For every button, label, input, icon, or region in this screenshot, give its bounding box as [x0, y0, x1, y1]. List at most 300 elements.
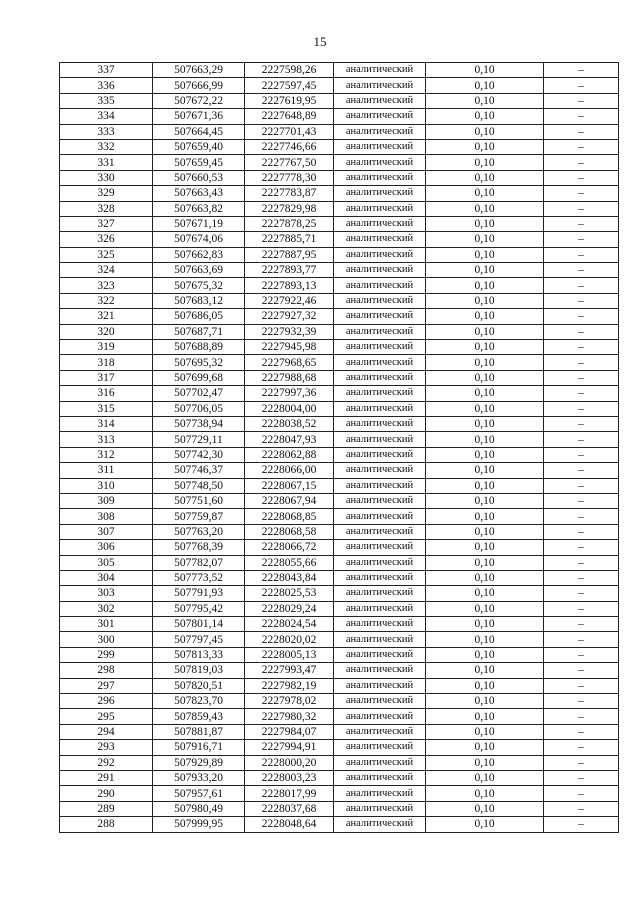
y-coordinate-cell: 2228038,52 — [245, 416, 334, 431]
table-row — [60, 293, 619, 308]
extra-cell: – — [544, 432, 619, 447]
y-coordinate-cell: 2228055,66 — [245, 555, 334, 570]
point-number-cell: 323 — [60, 278, 153, 293]
y-coordinate-cell: 2227887,95 — [245, 247, 334, 262]
y-coordinate-cell: 2228066,72 — [245, 540, 334, 555]
extra-cell: – — [544, 309, 619, 324]
extra-cell: – — [544, 247, 619, 262]
y-coordinate-cell: 2228020,02 — [245, 632, 334, 647]
method-cell: аналитический — [334, 216, 426, 231]
accuracy-cell: 0,10 — [426, 124, 544, 139]
y-coordinate-cell: 2227648,89 — [245, 109, 334, 124]
method-cell: аналитический — [334, 540, 426, 555]
x-coordinate-cell: 507813,33 — [153, 647, 245, 662]
table-row — [60, 401, 619, 416]
method-cell: аналитический — [334, 155, 426, 170]
x-coordinate-cell: 507746,37 — [153, 463, 245, 478]
point-number-cell: 322 — [60, 293, 153, 308]
table-row — [60, 478, 619, 493]
accuracy-cell: 0,10 — [426, 740, 544, 755]
accuracy-cell: 0,10 — [426, 109, 544, 124]
table-row — [60, 278, 619, 293]
accuracy-cell: 0,10 — [426, 755, 544, 770]
table-row — [60, 386, 619, 401]
method-cell: аналитический — [334, 263, 426, 278]
method-cell: аналитический — [334, 678, 426, 693]
y-coordinate-cell: 2228067,94 — [245, 493, 334, 508]
method-cell: аналитический — [334, 647, 426, 662]
method-cell: аналитический — [334, 555, 426, 570]
accuracy-cell: 0,10 — [426, 263, 544, 278]
point-number-cell: 297 — [60, 678, 153, 693]
x-coordinate-cell: 507980,49 — [153, 801, 245, 816]
method-cell: аналитический — [334, 478, 426, 493]
accuracy-cell: 0,10 — [426, 78, 544, 93]
point-number-cell: 336 — [60, 78, 153, 93]
method-cell: аналитический — [334, 694, 426, 709]
extra-cell: – — [544, 463, 619, 478]
extra-cell: – — [544, 232, 619, 247]
point-number-cell: 314 — [60, 416, 153, 431]
point-number-cell: 324 — [60, 263, 153, 278]
y-coordinate-cell: 2228047,93 — [245, 432, 334, 447]
accuracy-cell: 0,10 — [426, 463, 544, 478]
extra-cell: – — [544, 555, 619, 570]
extra-cell: – — [544, 78, 619, 93]
accuracy-cell: 0,10 — [426, 724, 544, 739]
y-coordinate-cell: 2227767,50 — [245, 155, 334, 170]
point-number-cell: 311 — [60, 463, 153, 478]
x-coordinate-cell: 507659,45 — [153, 155, 245, 170]
point-number-cell: 326 — [60, 232, 153, 247]
y-coordinate-cell: 2228005,13 — [245, 647, 334, 662]
y-coordinate-cell: 2227980,32 — [245, 709, 334, 724]
table-row — [60, 139, 619, 154]
x-coordinate-cell: 507797,45 — [153, 632, 245, 647]
accuracy-cell: 0,10 — [426, 370, 544, 385]
extra-cell: – — [544, 109, 619, 124]
extra-cell: – — [544, 386, 619, 401]
point-number-cell: 308 — [60, 509, 153, 524]
table-row — [60, 755, 619, 770]
x-coordinate-cell: 507664,45 — [153, 124, 245, 139]
extra-cell: – — [544, 694, 619, 709]
point-number-cell: 327 — [60, 216, 153, 231]
accuracy-cell: 0,10 — [426, 278, 544, 293]
y-coordinate-cell: 2228003,23 — [245, 770, 334, 785]
y-coordinate-cell: 2227893,13 — [245, 278, 334, 293]
method-cell: аналитический — [334, 232, 426, 247]
y-coordinate-cell: 2227893,77 — [245, 263, 334, 278]
table-row — [60, 709, 619, 724]
y-coordinate-cell: 2228062,88 — [245, 447, 334, 462]
method-cell: аналитический — [334, 63, 426, 78]
method-cell: аналитический — [334, 817, 426, 832]
y-coordinate-cell: 2227988,68 — [245, 370, 334, 385]
method-cell: аналитический — [334, 724, 426, 739]
method-cell: аналитический — [334, 786, 426, 801]
extra-cell: – — [544, 170, 619, 185]
accuracy-cell: 0,10 — [426, 340, 544, 355]
table-row — [60, 570, 619, 585]
method-cell: аналитический — [334, 632, 426, 647]
point-number-cell: 304 — [60, 570, 153, 585]
y-coordinate-cell: 2227927,32 — [245, 309, 334, 324]
y-coordinate-cell: 2228000,20 — [245, 755, 334, 770]
x-coordinate-cell: 507748,50 — [153, 478, 245, 493]
extra-cell: – — [544, 817, 619, 832]
accuracy-cell: 0,10 — [426, 401, 544, 416]
accuracy-cell: 0,10 — [426, 293, 544, 308]
x-coordinate-cell: 507662,83 — [153, 247, 245, 262]
extra-cell: – — [544, 770, 619, 785]
extra-cell: – — [544, 401, 619, 416]
point-number-cell: 303 — [60, 586, 153, 601]
point-number-cell: 316 — [60, 386, 153, 401]
table-row — [60, 540, 619, 555]
point-number-cell: 289 — [60, 801, 153, 816]
accuracy-cell: 0,10 — [426, 447, 544, 462]
y-coordinate-cell: 2227978,02 — [245, 694, 334, 709]
accuracy-cell: 0,10 — [426, 663, 544, 678]
extra-cell: – — [544, 678, 619, 693]
y-coordinate-cell: 2227997,36 — [245, 386, 334, 401]
table-row — [60, 355, 619, 370]
accuracy-cell: 0,10 — [426, 416, 544, 431]
table-row — [60, 617, 619, 632]
y-coordinate-cell: 2227598,26 — [245, 63, 334, 78]
table-row — [60, 432, 619, 447]
extra-cell: – — [544, 416, 619, 431]
method-cell: аналитический — [334, 139, 426, 154]
x-coordinate-cell: 507729,11 — [153, 432, 245, 447]
x-coordinate-cell: 507702,47 — [153, 386, 245, 401]
extra-cell: – — [544, 447, 619, 462]
x-coordinate-cell: 507660,53 — [153, 170, 245, 185]
extra-cell: – — [544, 355, 619, 370]
extra-cell: – — [544, 647, 619, 662]
table-row — [60, 324, 619, 339]
extra-cell: – — [544, 601, 619, 616]
extra-cell: – — [544, 617, 619, 632]
table-row — [60, 263, 619, 278]
extra-cell: – — [544, 293, 619, 308]
x-coordinate-cell: 507929,89 — [153, 755, 245, 770]
accuracy-cell: 0,10 — [426, 694, 544, 709]
y-coordinate-cell: 2228067,15 — [245, 478, 334, 493]
table-row — [60, 801, 619, 816]
table-row — [60, 416, 619, 431]
accuracy-cell: 0,10 — [426, 155, 544, 170]
accuracy-cell: 0,10 — [426, 540, 544, 555]
table-row — [60, 93, 619, 108]
x-coordinate-cell: 507933,20 — [153, 770, 245, 785]
point-number-cell: 334 — [60, 109, 153, 124]
x-coordinate-cell: 507672,22 — [153, 93, 245, 108]
method-cell: аналитический — [334, 601, 426, 616]
y-coordinate-cell: 2228048,64 — [245, 817, 334, 832]
method-cell: аналитический — [334, 740, 426, 755]
accuracy-cell: 0,10 — [426, 247, 544, 262]
y-coordinate-cell: 2227984,07 — [245, 724, 334, 739]
y-coordinate-cell: 2227885,71 — [245, 232, 334, 247]
y-coordinate-cell: 2228024,54 — [245, 617, 334, 632]
method-cell: аналитический — [334, 401, 426, 416]
extra-cell: – — [544, 340, 619, 355]
table-row — [60, 786, 619, 801]
accuracy-cell: 0,10 — [426, 355, 544, 370]
method-cell: аналитический — [334, 617, 426, 632]
method-cell: аналитический — [334, 309, 426, 324]
method-cell: аналитический — [334, 124, 426, 139]
extra-cell: – — [544, 263, 619, 278]
x-coordinate-cell: 507671,19 — [153, 216, 245, 231]
point-number-cell: 296 — [60, 694, 153, 709]
accuracy-cell: 0,10 — [426, 709, 544, 724]
x-coordinate-cell: 507881,87 — [153, 724, 245, 739]
table-row — [60, 155, 619, 170]
x-coordinate-cell: 507686,05 — [153, 309, 245, 324]
x-coordinate-cell: 507706,05 — [153, 401, 245, 416]
accuracy-cell: 0,10 — [426, 570, 544, 585]
x-coordinate-cell: 507687,71 — [153, 324, 245, 339]
point-number-cell: 290 — [60, 786, 153, 801]
x-coordinate-cell: 507738,94 — [153, 416, 245, 431]
y-coordinate-cell: 2228004,00 — [245, 401, 334, 416]
x-coordinate-cell: 507663,82 — [153, 201, 245, 216]
point-number-cell: 301 — [60, 617, 153, 632]
x-coordinate-cell: 507663,43 — [153, 186, 245, 201]
y-coordinate-cell: 2227619,95 — [245, 93, 334, 108]
x-coordinate-cell: 507671,36 — [153, 109, 245, 124]
table-row — [60, 647, 619, 662]
point-number-cell: 302 — [60, 601, 153, 616]
x-coordinate-cell: 507795,42 — [153, 601, 245, 616]
table-row — [60, 524, 619, 539]
table-row — [60, 186, 619, 201]
table-row — [60, 463, 619, 478]
point-number-cell: 315 — [60, 401, 153, 416]
accuracy-cell: 0,10 — [426, 617, 544, 632]
accuracy-cell: 0,10 — [426, 678, 544, 693]
extra-cell: – — [544, 216, 619, 231]
extra-cell: – — [544, 786, 619, 801]
method-cell: аналитический — [334, 770, 426, 785]
table-row — [60, 817, 619, 832]
y-coordinate-cell: 2227746,66 — [245, 139, 334, 154]
extra-cell: – — [544, 509, 619, 524]
point-number-cell: 337 — [60, 63, 153, 78]
x-coordinate-cell: 507801,14 — [153, 617, 245, 632]
extra-cell: – — [544, 740, 619, 755]
accuracy-cell: 0,10 — [426, 386, 544, 401]
y-coordinate-cell: 2228029,24 — [245, 601, 334, 616]
accuracy-cell: 0,10 — [426, 770, 544, 785]
extra-cell: – — [544, 478, 619, 493]
table-row — [60, 509, 619, 524]
y-coordinate-cell: 2228068,58 — [245, 524, 334, 539]
method-cell: аналитический — [334, 432, 426, 447]
x-coordinate-cell: 507820,51 — [153, 678, 245, 693]
method-cell: аналитический — [334, 324, 426, 339]
table-row — [60, 770, 619, 785]
x-coordinate-cell: 507675,32 — [153, 278, 245, 293]
y-coordinate-cell: 2227993,47 — [245, 663, 334, 678]
point-number-cell: 299 — [60, 647, 153, 662]
y-coordinate-cell: 2227922,46 — [245, 293, 334, 308]
x-coordinate-cell: 507695,32 — [153, 355, 245, 370]
accuracy-cell: 0,10 — [426, 216, 544, 231]
y-coordinate-cell: 2228017,99 — [245, 786, 334, 801]
table-row — [60, 63, 619, 78]
table-row — [60, 663, 619, 678]
extra-cell: – — [544, 124, 619, 139]
method-cell: аналитический — [334, 509, 426, 524]
x-coordinate-cell: 507768,39 — [153, 540, 245, 555]
extra-cell: – — [544, 139, 619, 154]
extra-cell: – — [544, 570, 619, 585]
extra-cell: – — [544, 586, 619, 601]
method-cell: аналитический — [334, 355, 426, 370]
accuracy-cell: 0,10 — [426, 324, 544, 339]
point-number-cell: 318 — [60, 355, 153, 370]
y-coordinate-cell: 2227982,19 — [245, 678, 334, 693]
accuracy-cell: 0,10 — [426, 63, 544, 78]
method-cell: аналитический — [334, 801, 426, 816]
point-number-cell: 293 — [60, 740, 153, 755]
x-coordinate-cell: 507683,12 — [153, 293, 245, 308]
table-row — [60, 555, 619, 570]
x-coordinate-cell: 507823,70 — [153, 694, 245, 709]
point-number-cell: 295 — [60, 709, 153, 724]
table-row — [60, 601, 619, 616]
method-cell: аналитический — [334, 247, 426, 262]
point-number-cell: 332 — [60, 139, 153, 154]
accuracy-cell: 0,10 — [426, 93, 544, 108]
point-number-cell: 333 — [60, 124, 153, 139]
method-cell: аналитический — [334, 370, 426, 385]
x-coordinate-cell: 507666,99 — [153, 78, 245, 93]
extra-cell: – — [544, 201, 619, 216]
table-row — [60, 493, 619, 508]
method-cell: аналитический — [334, 709, 426, 724]
page-number: 15 — [313, 34, 327, 49]
y-coordinate-cell: 2227878,25 — [245, 216, 334, 231]
y-coordinate-cell: 2228025,53 — [245, 586, 334, 601]
accuracy-cell: 0,10 — [426, 601, 544, 616]
table-row — [60, 694, 619, 709]
table-row — [60, 586, 619, 601]
y-coordinate-cell: 2227783,87 — [245, 186, 334, 201]
point-number-cell: 294 — [60, 724, 153, 739]
extra-cell: – — [544, 186, 619, 201]
method-cell: аналитический — [334, 170, 426, 185]
point-number-cell: 312 — [60, 447, 153, 462]
point-number-cell: 313 — [60, 432, 153, 447]
accuracy-cell: 0,10 — [426, 647, 544, 662]
y-coordinate-cell: 2228037,68 — [245, 801, 334, 816]
method-cell: аналитический — [334, 78, 426, 93]
point-number-cell: 330 — [60, 170, 153, 185]
table-row — [60, 232, 619, 247]
x-coordinate-cell: 507759,87 — [153, 509, 245, 524]
method-cell: аналитический — [334, 386, 426, 401]
accuracy-cell: 0,10 — [426, 170, 544, 185]
point-number-cell: 328 — [60, 201, 153, 216]
accuracy-cell: 0,10 — [426, 309, 544, 324]
extra-cell: – — [544, 324, 619, 339]
accuracy-cell: 0,10 — [426, 201, 544, 216]
extra-cell: – — [544, 801, 619, 816]
y-coordinate-cell: 2228066,00 — [245, 463, 334, 478]
table-row — [60, 447, 619, 462]
table-row — [60, 370, 619, 385]
extra-cell: – — [544, 63, 619, 78]
point-number-cell: 310 — [60, 478, 153, 493]
y-coordinate-cell: 2227829,98 — [245, 201, 334, 216]
extra-cell: – — [544, 709, 619, 724]
method-cell: аналитический — [334, 493, 426, 508]
table-row — [60, 632, 619, 647]
x-coordinate-cell: 507773,52 — [153, 570, 245, 585]
point-number-cell: 319 — [60, 340, 153, 355]
method-cell: аналитический — [334, 570, 426, 585]
extra-cell: – — [544, 524, 619, 539]
point-number-cell: 331 — [60, 155, 153, 170]
accuracy-cell: 0,10 — [426, 478, 544, 493]
x-coordinate-cell: 507957,61 — [153, 786, 245, 801]
extra-cell: – — [544, 370, 619, 385]
method-cell: аналитический — [334, 524, 426, 539]
extra-cell: – — [544, 493, 619, 508]
y-coordinate-cell: 2227778,30 — [245, 170, 334, 185]
point-number-cell: 300 — [60, 632, 153, 647]
extra-cell: – — [544, 155, 619, 170]
table-row — [60, 170, 619, 185]
method-cell: аналитический — [334, 201, 426, 216]
x-coordinate-cell: 507699,68 — [153, 370, 245, 385]
x-coordinate-cell: 507663,29 — [153, 63, 245, 78]
accuracy-cell: 0,10 — [426, 509, 544, 524]
extra-cell: – — [544, 663, 619, 678]
method-cell: аналитический — [334, 340, 426, 355]
x-coordinate-cell: 507916,71 — [153, 740, 245, 755]
point-number-cell: 329 — [60, 186, 153, 201]
y-coordinate-cell: 2228043,84 — [245, 570, 334, 585]
method-cell: аналитический — [334, 293, 426, 308]
extra-cell: – — [544, 93, 619, 108]
method-cell: аналитический — [334, 755, 426, 770]
coordinates-table — [59, 62, 619, 833]
x-coordinate-cell: 507663,69 — [153, 263, 245, 278]
method-cell: аналитический — [334, 93, 426, 108]
point-number-cell: 335 — [60, 93, 153, 108]
y-coordinate-cell: 2227945,98 — [245, 340, 334, 355]
method-cell: аналитический — [334, 447, 426, 462]
method-cell: аналитический — [334, 416, 426, 431]
x-coordinate-cell: 507659,40 — [153, 139, 245, 154]
x-coordinate-cell: 507859,43 — [153, 709, 245, 724]
extra-cell: – — [544, 755, 619, 770]
table-row — [60, 216, 619, 231]
table-row — [60, 124, 619, 139]
x-coordinate-cell: 507751,60 — [153, 493, 245, 508]
coordinates-table-body — [60, 63, 619, 833]
y-coordinate-cell: 2227994,91 — [245, 740, 334, 755]
accuracy-cell: 0,10 — [426, 555, 544, 570]
accuracy-cell: 0,10 — [426, 493, 544, 508]
point-number-cell: 317 — [60, 370, 153, 385]
